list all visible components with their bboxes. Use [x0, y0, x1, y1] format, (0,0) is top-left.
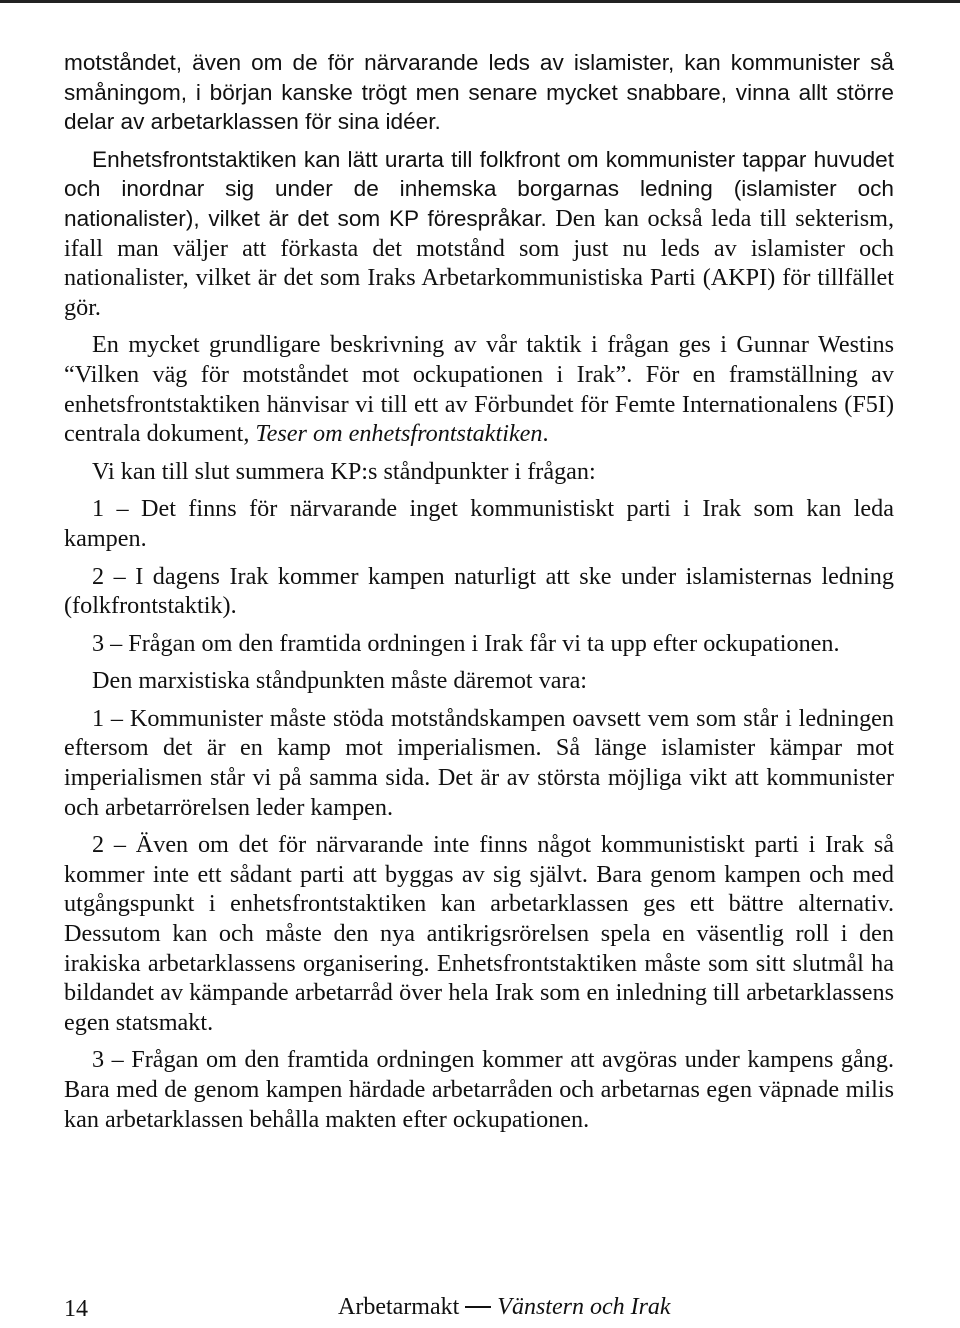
paragraph-text: motståndet, även om de för närvarande leds av islamister, kan kommunister så småningom, i början kanske trögt men senare mycket snabbare, vinna allt större delar av arbetarklassen för sina idéer. — [64, 50, 894, 135]
marxist-point-3: 3 – Frågan om den framtida ordningen kommer att avgöras under kampens gång. Bara med de genom kampen härdade arbetarråden och arbetarnas egen väpnade milis kan arbetarklassen behålla makten efter ockupationen. — [64, 1046, 894, 1133]
top-rule — [0, 0, 960, 3]
page-number: 14 — [64, 1296, 88, 1322]
paragraph-continued — [64, 48, 894, 137]
section-title: Vänstern och Irak — [497, 1294, 671, 1320]
paragraph-text: Den kan också leda till sekterism, ifall man väljer att förkasta det motstånd som just nu leds av islamister och nationalister, vilket är det som Iraks Arbetarkommunistiska Parti (AKPI) för tillfället gör. — [64, 204, 895, 321]
marxist-point-1: 1 – Kommunister måste stöda motståndskampen oavsett vem som står i ledningen eftersom det är en kamp mot imperialismen. Så länge islamister kämpar mot imperialismen står vi på samma sida. Det är av största möjliga vikt att kommunister och arbetarrörelsen leder kampen. — [64, 704, 894, 821]
paragraph-marxist-intro: Den marxistiska ståndpunkten måste däremot vara: — [92, 667, 588, 695]
paragraph-text: En mycket grundligare beskrivning av vår taktik i frågan ges i Gunnar Westins “Vilken väg för motståndet mot ockupationen i Irak”. — [64, 331, 894, 388]
paragraph-text: Enhetsfrontstaktiken kan lätt urarta till folkfront om kommunister tappar huvudet och inordnar sig under de inhemska borgarnas ledning (islamister och nationalister), vilket är det som KP förespråkar. — [64, 146, 894, 231]
document-title-reference: Teser om enhetsfrontstaktiken — [255, 420, 543, 448]
paragraph-text: För en framställning av enhetsfrontstaktiken hänvisar vi till ett av Förbundet för Femte Internationalens (F5I) centrala dokument, — [64, 360, 895, 448]
publication-name: Arbetarmakt — [338, 1294, 460, 1320]
paragraph-kp-summary: Vi kan till slut summera KP:s ståndpunkter i frågan: — [92, 457, 596, 485]
paragraph-references — [64, 330, 894, 448]
paragraph-enhetsfront — [64, 145, 894, 323]
kp-point-1: 1 – Det finns för närvarande inget kommunistiskt parti i Irak som kan leda kampen. — [64, 495, 894, 552]
kp-point-3: 3 – Frågan om den framtida ordningen i Irak får vi ta upp efter ockupationen. — [92, 629, 840, 657]
paragraph-end: . — [542, 420, 549, 448]
marxist-point-2: 2 – Även om det för närvarande inte finns något kommunistiskt parti i Irak så kommer inte ett sådant parti att byggas av sig självt. Bara genom kampen och med utgångspunkt i enhetsfrontstaktiken kan arbetarklassen ges ett bättre alternativ. Dessutom kan och måste den nya antikrigsrörelsen spela en väsentlig roll i den irakiska arbetarklassens organisering. Enhetsfrontstaktiken måste som sitt slutmål ha bildandet av kämpande arbetarråd över hela Irak som en inledning till arbetarklassens egen statsmakt. — [64, 831, 894, 1036]
page-body — [64, 48, 894, 1142]
kp-point-2: 2 – I dagens Irak kommer kampen naturligt att ske under islamisternas ledning (folkfrontstaktik). — [64, 562, 894, 620]
running-footer — [338, 1294, 671, 1321]
